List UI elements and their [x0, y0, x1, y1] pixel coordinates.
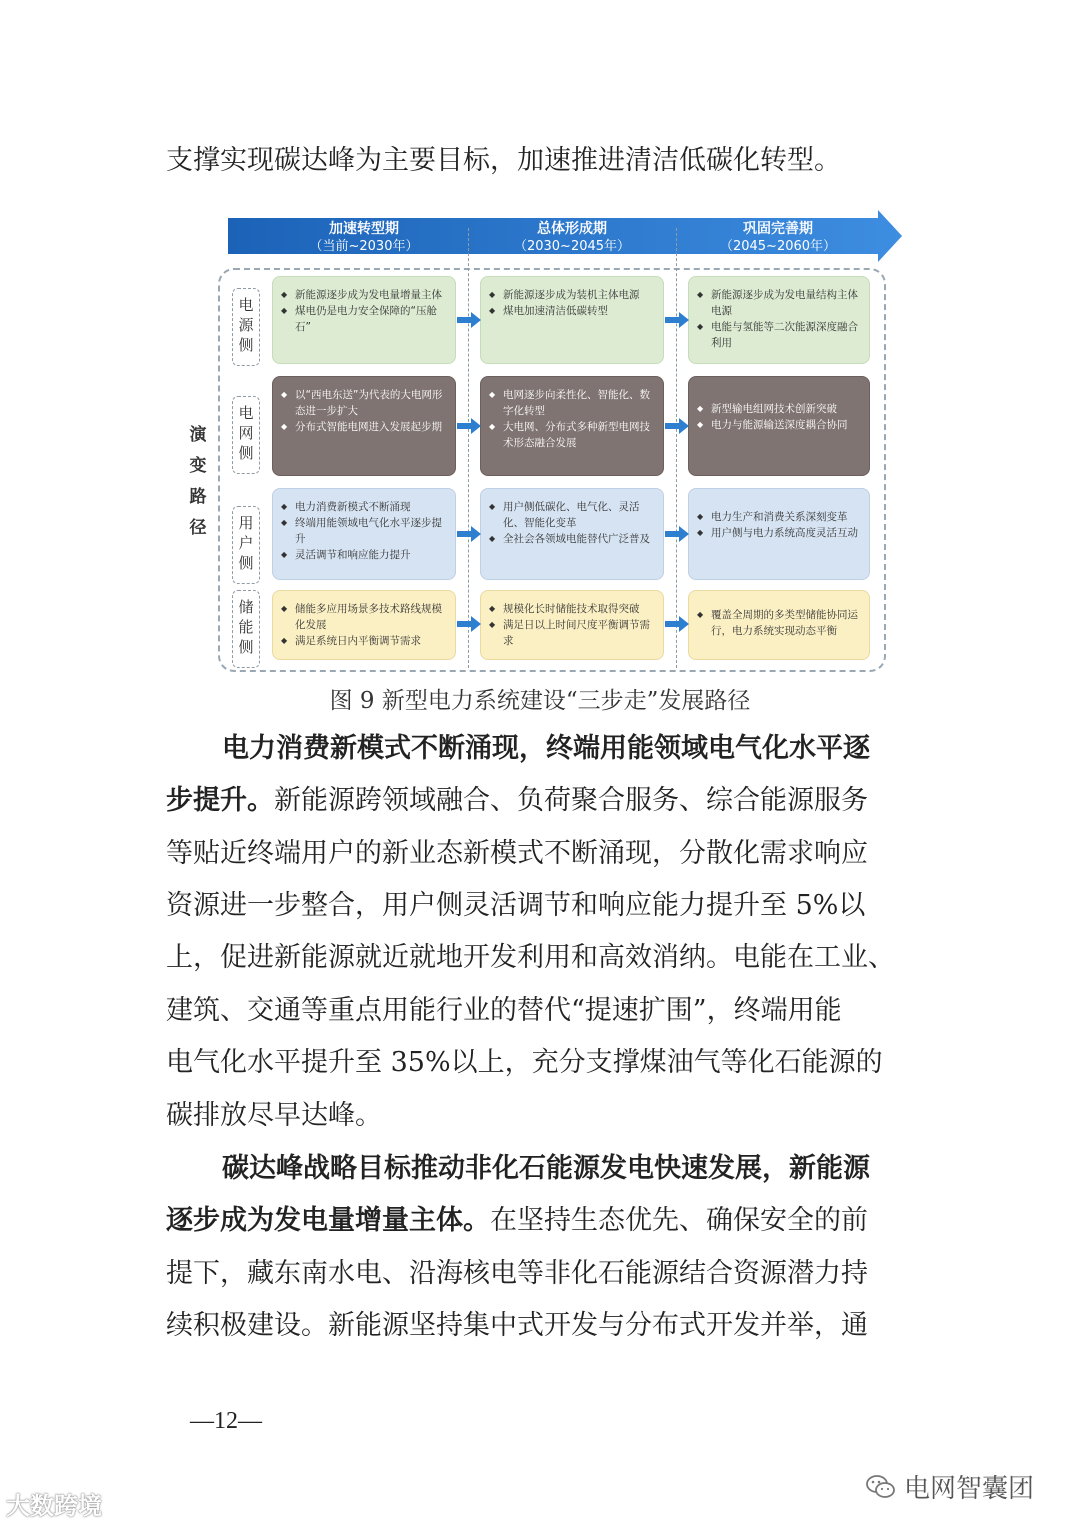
phase-3-label: [678, 220, 878, 256]
cell-storage-phase2: [480, 590, 664, 660]
arrow-right-icon: [457, 418, 481, 434]
paragraph-1-line-5: 上，促进新能源就近就地开发利用和高效消纳。电能在工业、: [166, 942, 895, 973]
cell-user-phase1: [272, 488, 456, 580]
text-line-0: 支撑实现碳达峰为主要目标，加速推进清洁低碳化转型。: [166, 145, 841, 176]
row-label-user: 用 户 侧: [232, 506, 260, 584]
list-item: ◆ 新型输电组网技术创新突破: [697, 401, 859, 417]
list-item: ◆ 规模化长时储能技术取得突破: [489, 601, 653, 617]
list-item: ◆ 新能源逐步成为发电量结构主体电源: [697, 287, 859, 319]
phase-1-name: 加速转型期: [329, 221, 399, 237]
arrow-right-icon: [665, 526, 689, 542]
phase-3-range: （2045~2060年）: [719, 239, 837, 254]
wechat-icon: [866, 1474, 896, 1500]
list-item: ◆ 用户侧低碳化、电气化、灵活化、智能化变革: [489, 499, 653, 531]
paragraph-1-line-3: 等贴近终端用户的新业态新模式不断涌现，分散化需求响应: [166, 838, 868, 869]
paragraph-2-line-3: 提下，藏东南水电、沿海核电等非化石能源结合资源潜力持: [166, 1258, 868, 1289]
phase-3-name: 巩固完善期: [743, 221, 813, 237]
paragraph-1-heading-line-1: 电力消费新模式不断涌现，终端用能领域电气化水平逐: [222, 733, 870, 764]
paragraph-2-line-2-text: 在坚持生态优先、确保安全的前: [490, 1205, 868, 1236]
phase-2-range: （2030~2045年）: [513, 239, 631, 254]
list-item: ◆ 电网逐步向柔性化、智能化、数字化转型: [489, 387, 653, 419]
arrow-right-icon: [457, 616, 481, 632]
paragraph-1-line-6: 建筑、交通等重点用能行业的替代“提速扩围”，终端用能: [166, 995, 842, 1026]
list-item: ◆ 全社会各领域电能替代广泛普及: [489, 531, 653, 547]
list-item: ◆ 覆盖全周期的多类型储能协同运行，电力系统实现动态平衡: [697, 607, 859, 639]
cell-source-phase1: [272, 276, 456, 364]
cell-storage-phase1: [272, 590, 456, 660]
paragraph-1-heading-end: 步提升。: [166, 785, 274, 816]
cell-grid-phase2: [480, 376, 664, 476]
list-item: ◆ 分布式智能电网进入发展起步期: [281, 419, 445, 435]
cell-storage-phase3: [688, 590, 870, 660]
phase-divider-1: [468, 228, 469, 668]
list-item: ◆ 电力生产和消费关系深刻变革: [697, 509, 859, 525]
arrow-right-icon: [665, 312, 689, 328]
cell-grid-phase1: [272, 376, 456, 476]
phase-1-label: [264, 220, 464, 256]
paragraph-1-line-4: 资源进一步整合，用户侧灵活调节和响应能力提升至 5%以: [166, 890, 866, 921]
list-item: ◆ 煤电仍是电力安全保障的“压舱石”: [281, 303, 445, 335]
arrow-right-icon: [665, 616, 689, 632]
phase-2-label: [472, 220, 672, 256]
list-item: ◆ 储能多应用场景多技术路线规模化发展: [281, 601, 445, 633]
paragraph-1-line-2: [166, 787, 918, 814]
cell-user-phase3: [688, 488, 870, 580]
list-item: ◆ 新能源逐步成为发电量增量主体: [281, 287, 445, 303]
arrow-right-icon: [665, 418, 689, 434]
list-item: ◆ 以“西电东送”为代表的大电网形态进一步扩大: [281, 387, 445, 419]
phase-2-name: 总体形成期: [537, 221, 607, 237]
watermark-left: 大数跨境: [6, 1492, 102, 1520]
phase-1-range: （当前~2030年）: [309, 239, 419, 254]
paragraph-1-line-8: 碳排放尽早达峰。: [166, 1100, 382, 1131]
watermark-right: [866, 1468, 1034, 1505]
row-label-grid: 电 网 侧: [232, 396, 260, 474]
cell-source-phase3: [688, 276, 870, 364]
list-item: ◆ 电力消费新模式不断涌现: [281, 499, 445, 515]
row-label-storage: 储 能 侧: [232, 590, 260, 668]
cell-grid-phase3: [688, 376, 870, 476]
figure-caption: 图 9 新型电力系统建设“三步走”发展路径: [329, 688, 751, 714]
paragraph-2-heading-line-1: 碳达峰战略目标推动非化石能源发电快速发展，新能源: [222, 1153, 870, 1184]
list-item: ◆ 灵活调节和响应能力提升: [281, 547, 445, 563]
phase-divider-2: [676, 228, 677, 668]
list-item: ◆ 电能与氢能等二次能源深度融合利用: [697, 319, 859, 351]
paragraph-2-line-4: 续积极建设。新能源坚持集中式开发与分布式开发并举，通: [166, 1310, 868, 1341]
list-item: ◆ 满足日以上时间尺度平衡调节需求: [489, 617, 653, 649]
list-item: ◆ 电力与能源输送深度耦合协同: [697, 417, 859, 433]
row-label-power-source: 电 源 侧: [232, 288, 260, 366]
cell-source-phase2: [480, 276, 664, 364]
paragraph-2-line-2: [166, 1207, 918, 1234]
evolution-path-label: 演 变 路 径: [189, 425, 207, 538]
list-item: ◆ 终端用能领域电气化水平逐步提升: [281, 515, 445, 547]
list-item: ◆ 大电网、分布式多种新型电网技术形态融合发展: [489, 419, 653, 451]
cell-user-phase2: [480, 488, 664, 580]
list-item: ◆ 满足系统日内平衡调节需求: [281, 633, 445, 649]
paragraph-1-line-7: 电气化水平提升至 35%以上，充分支撑煤油气等化石能源的: [166, 1047, 883, 1078]
list-item: ◆ 煤电加速清洁低碳转型: [489, 303, 653, 319]
list-item: ◆ 用户侧与电力系统高度灵活互动: [697, 525, 859, 541]
page-number: —12—: [190, 1408, 262, 1434]
arrow-right-icon: [457, 312, 481, 328]
paragraph-1-line-2-text: 新能源跨领域融合、负荷聚合服务、综合能源服务: [274, 785, 868, 816]
arrow-right-icon: [457, 526, 481, 542]
paragraph-2-heading-end: 逐步成为发电量增量主体。: [166, 1205, 490, 1236]
list-item: ◆ 新能源逐步成为装机主体电源: [489, 287, 653, 303]
development-path-figure: [189, 210, 908, 670]
watermark-right-text: 电网智囊团: [904, 1474, 1035, 1504]
